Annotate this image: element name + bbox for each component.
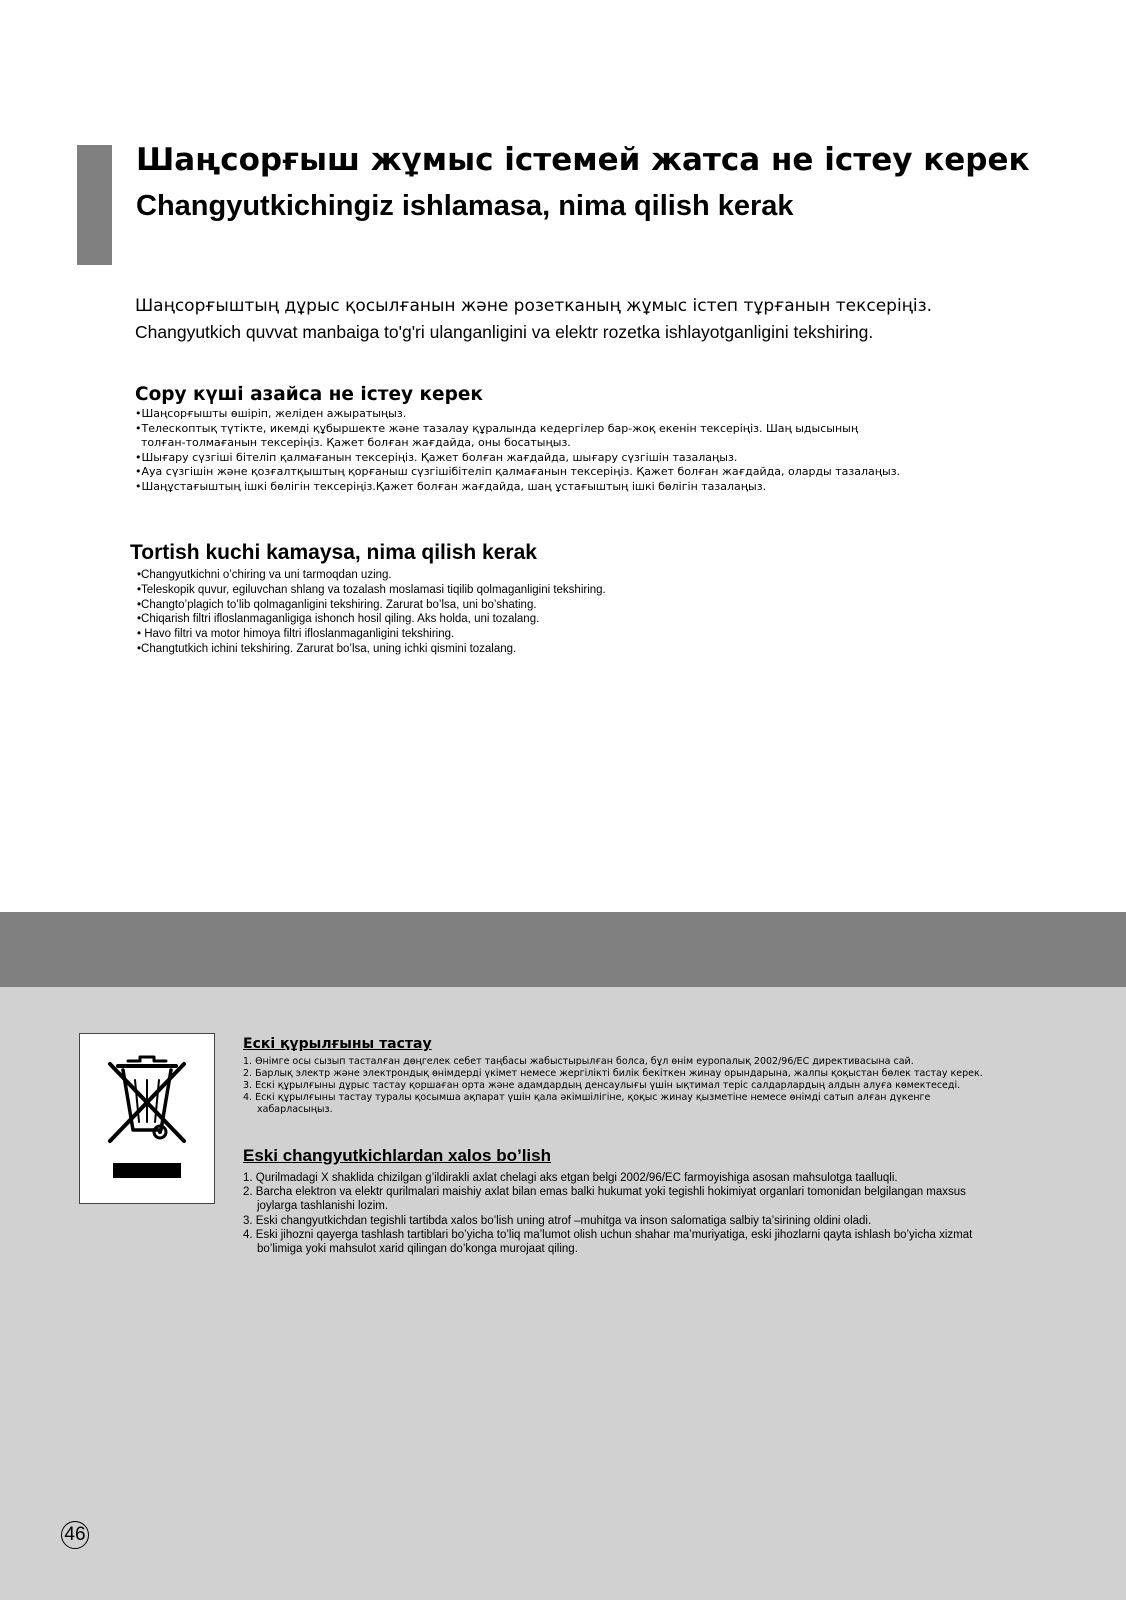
page-title-uz: Changyutkichingiz ishlamasa, nima qilish kerak [136,190,794,222]
intro-text-kz: Шаңсорғыштың дұрыс қосылғанын және розетканың жұмыс істеп тұрғанын тексеріңіз. [135,296,933,316]
footer-dark-band [0,912,1126,987]
list-item: • Телескоптық түтікте, икемді құбыршекте және тазалау құралында кедергілер бар-жоқ екенін тексеріңіз. Шаң ыдысының [135,422,900,437]
list-item: joylarga tashlanishi lozim. [257,1200,389,1213]
list-item: bo’limiga yoki mahsulot xarid qilingan do’konga murojaat qiling. [257,1243,578,1256]
list-item: 3. Eski changyutkichdan tegishli tartibda xalos bo’lish uning atrof –muhitga va inson salomatiga salbiy ta’sirining oldini oladi. [243,1214,872,1227]
crossed-out-wheelie-bin-icon [80,1034,214,1203]
list-item: • Changtutkich ichini tekshiring. Zarurat bo’lsa, uning ichki qismini tozalang. [137,642,606,657]
suction-section-uz [130,541,606,657]
list-item: • Шығару сүзгіші бітеліп қалмағанын тексеріңіз. Қажет болған жағдайда, шығару сүзгішін тазалаңыз. [135,451,900,466]
title-accent-bar [77,145,112,265]
bullet-list [135,407,900,495]
list-item: • Ауа сүзгішін және қозғалтқыштың қорғаныш сүзгішібітеліп қалмағанын тексеріңіз. Қажет болған жағдайда, оларды тазалаңыз. [135,465,900,480]
list-item: 2. Barcha elektron va elektr qurilmalari maishiy axlat bilan emas balki hukumat yoki tegishli hokimiyat organlari tomonidan belgilangan maxsus [243,1186,966,1199]
bullet-list [130,568,606,657]
list-item: • Havo filtri va motor himoya filtri ifloslanmaganligini tekshiring. [137,627,606,642]
list-item: • Teleskopik quvur, egiluvchan shlang va tozalash moslamasi tiqilib qolmaganligini tekshiring. [137,583,606,598]
page-number: 46 [61,1521,89,1549]
list-item: • Шаңсорғышты өшіріп, желіден ажыратыңыз. [135,407,900,422]
list-item: • Changto’plagich to’lib qolmaganligini tekshiring. Zarurat bo’lsa, uni bo’shating. [137,598,606,613]
section-heading: Tortish kuchi kamaysa, nima qilish kerak [130,541,537,564]
list-item: • Changyutkichni o’chiring va uni tarmoqdan uzing. [137,568,606,583]
weee-symbol-box [79,1033,215,1204]
section-heading: Ескі құрылғыны тастау [243,1036,432,1052]
list-item: 1. Өнімге осы сызып тасталған дөңгелек себет таңбасы жабыстырылған болса, бұл өнім еуропалық 2002/96/EC директивасына сай. [243,1056,914,1067]
list-item: 4. Ескі құрылғыны тастау туралы қосымша ақпарат үшін қала әкімшілігіне, қоқыс жинау қызметіне немесе өнімді сатып алған дүкенге [243,1092,931,1103]
list-item: • Шаңұстағыштың ішкі бөлігін тексеріңіз.Қажет болған жағдайда, шаң ұстағыштың ішкі бөлігін тазалаңыз. [135,480,900,495]
numbered-list [243,1171,972,1256]
list-item: толған-толмағанын тексеріңіз. Қажет болған жағдайда, оны босатыңыз. [141,436,571,450]
page-title-kz: Шаңсорғыш жұмыс істемей жатса не істеу керек [136,142,1030,178]
list-item: хабарласыңыз. [257,1104,333,1115]
list-item: 2. Барлық электр және электрондық өнімдерді үкімет немесе жергілікті билік бекіткен жинау орындарына, жалпы қоқыстан бөлек тастау керек. [243,1068,983,1079]
suction-section-kz [135,384,900,495]
disposal-section-uz [243,1146,972,1256]
list-item: 1. Qurilmadagi X shaklida chizilgan g’ildirakli axlat chelagi aks etgan belgi 2002/96/EC farmoyishiga asosan mahsulotga taalluqli. [243,1172,898,1184]
section-heading: Сору күші азайса не істеу керек [135,384,483,405]
list-item: 3. Ескі құрылғыны дұрыс тастау қоршаған орта және адамдардың денсаулығы үшін ықтимал теріс салдарлардың алдын алуға көмектеседі. [243,1080,961,1091]
intro-text-uz: Changyutkich quvvat manbaiga to'g'ri ulanganligini va elektr rozetka ishlayotganligini tekshiring. [135,322,874,342]
numbered-list [243,1056,983,1116]
list-item: • Chiqarish filtri ifloslanmaganligiga ishonch hosil qiling. Aks holda, uni tozalang. [137,612,606,627]
section-heading: Eski changyutkichlardan xalos bo’lish [243,1146,551,1165]
list-item: 4. Eski jihozni qayerga tashlash tartiblari bo’yicha to’liq ma’lumot olish uchun shahar ma’muriyatiga, eski jihozlarni qayta ishlash bo’yicha xizmat [243,1228,973,1241]
disposal-section-kz [243,1036,983,1116]
